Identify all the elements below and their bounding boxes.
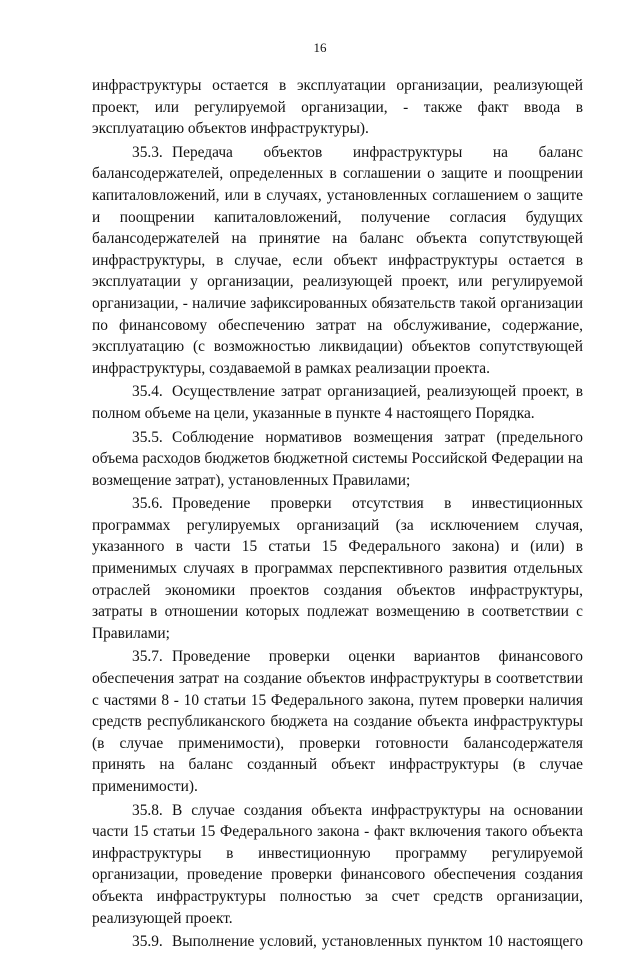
paragraph-text: Передача объектов инфраструктуры на баланс балансодержателей, определенных в соглашении о защите и поощрении капиталовложений, или в случаях, установленных соглашением о защите и поощрении капиталовложений, получение согласия будущих балансодержателей на принятие на баланс объекта сопутствующей инфраструктуры, в случае, если объект инфраструктуры остается в эксплуатации у организации, реализующей проект, или регулируемой организации, - наличие зафиксированных обязательств такой организации по финансовому обеспечению затрат на обслуживание, содержание, эксплуатацию (с возможностью ликвидации) объектов сопутствующей инфраструктуры, создаваемой в рамках реализации проекта. <box>92 143 583 377</box>
paragraph-number: 35.4. <box>132 383 163 401</box>
paragraph-35-9 <box>92 931 583 953</box>
paragraph-text: Соблюдение нормативов возмещения затрат (предельного объема расходов бюджетов бюджетной системы Российской Федерации на возмещение затрат), установленных Правилами; <box>92 428 583 489</box>
paragraph-35-5 <box>92 427 583 492</box>
paragraph-text: Выполнение условий, установленных пунктом 10 настоящего <box>172 933 583 951</box>
paragraph-number: 35.6. <box>132 495 163 513</box>
paragraph-continuation <box>92 75 583 140</box>
paragraph-number: 35.9. <box>132 933 163 951</box>
paragraph-35-7 <box>92 646 583 797</box>
page-number: 16 <box>313 40 327 55</box>
paragraph-35-8 <box>92 800 583 930</box>
paragraph-number: 35.7. <box>132 648 163 666</box>
paragraph-number: 35.3. <box>132 143 163 161</box>
paragraph-text: Осуществление затрат организацией, реализующей проект, в полном объеме на цели, указанные в пункте 4 настоящего Порядка. <box>92 383 583 422</box>
paragraph-text: Проведение проверки отсутствия в инвестиционных программах регулируемых организаций (за исключением случая, указанного в части 15 статьи 15 Федерального закона) и (или) в применимых случаях в программах перспективного развития отдельных отраслей экономики проектов создания объектов инфраструктуры, затраты в отношении которых подлежат возмещению в соответствии с Правилами; <box>92 495 583 642</box>
paragraph-35-3 <box>92 142 583 380</box>
paragraph-35-6 <box>92 493 583 644</box>
paragraph-35-4 <box>92 381 583 424</box>
paragraph-text: В случае создания объекта инфраструктуры на основании части 15 статьи 15 Федерального закона - факт включения такого объекта инфраструктуры в инвестиционную программу регулируемой организации, проведение проверки финансового обеспечения создания объекта инфраструктуры полностью за счет средств организации, реализующей проект. <box>92 801 583 927</box>
paragraph-number: 35.5. <box>132 428 163 446</box>
paragraph-number: 35.8. <box>132 801 163 819</box>
document-body <box>92 75 583 955</box>
paragraph-text: Проведение проверки оценки вариантов финансового обеспечения затрат на создание объектов инфраструктуры в соответствии с частями 8 - 10 статьи 15 Федерального закона, путем проверки наличия средств республиканского бюджета на создание объекта инфраструктуры (в случае применимости), проверки готовности балансодержателя принять на баланс созданный объект инфраструктуры (в случае применимости). <box>92 648 583 795</box>
paragraph-text: инфраструктуры остается в эксплуатации организации, реализующей проект, или регулируемой организации, - также факт ввода в эксплуатацию объектов инфраструктуры). <box>92 77 583 138</box>
